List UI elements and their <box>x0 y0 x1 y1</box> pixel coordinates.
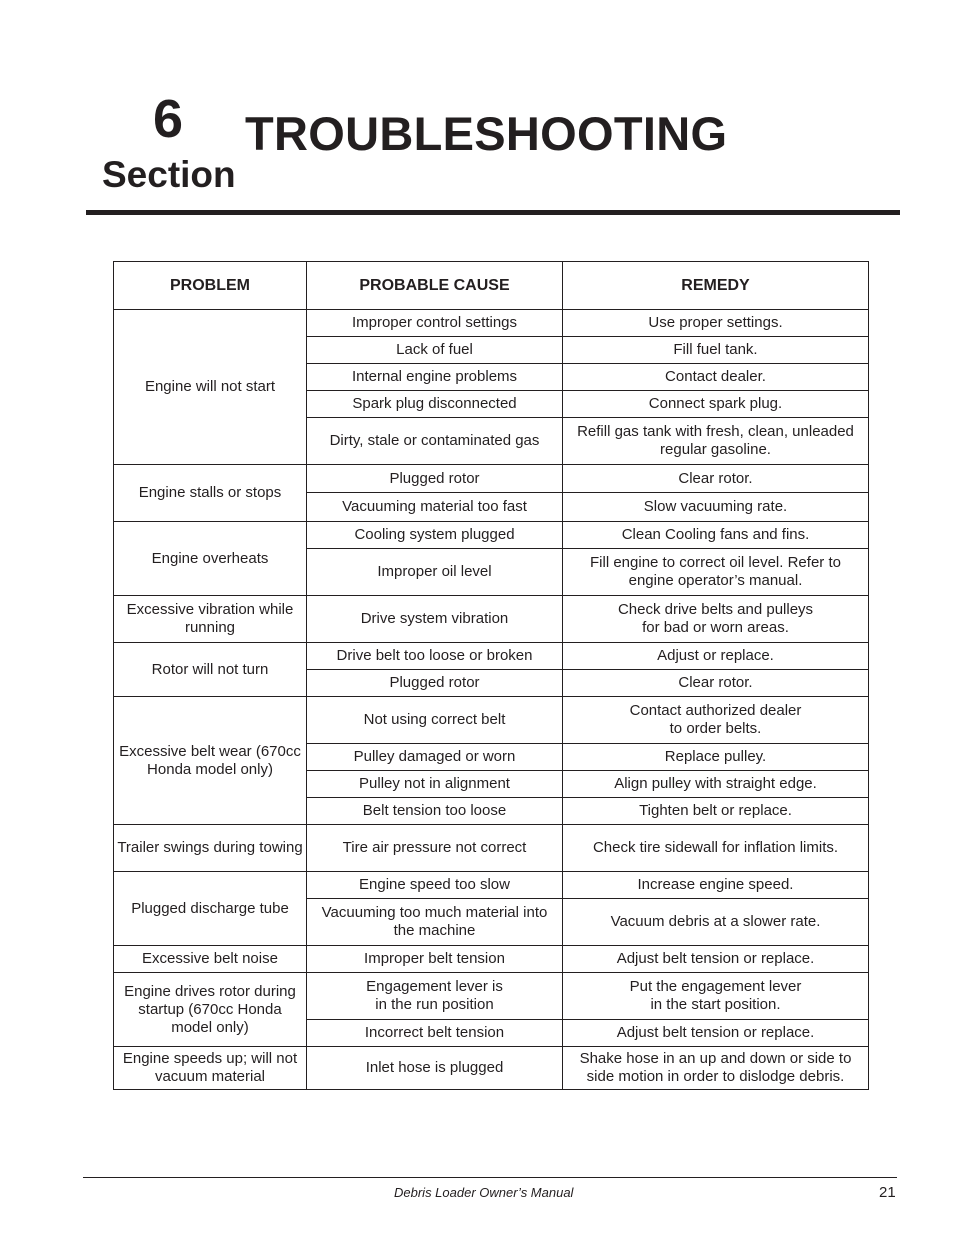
remedy-cell: Check tire sidewall for inflation limits. <box>563 825 869 872</box>
cause-cell: Not using correct belt <box>307 697 563 744</box>
remedy-cell: Check drive belts and pulleys for bad or worn areas. <box>563 596 869 643</box>
remedy-cell: Adjust belt tension or replace. <box>563 946 869 973</box>
remedy-cell: Vacuum debris at a slower rate. <box>563 899 869 946</box>
remedy-cell: Put the engagement lever in the start position. <box>563 973 869 1020</box>
table-row <box>114 825 869 872</box>
cause-cell: Vacuuming material too fast <box>307 493 563 522</box>
remedy-cell: Tighten belt or replace. <box>563 798 869 825</box>
header-problem: PROBLEM <box>114 262 307 310</box>
problem-cell: Plugged discharge tube <box>114 872 307 946</box>
remedy-cell: Connect spark plug. <box>563 391 869 418</box>
remedy-cell: Clean Cooling fans and fins. <box>563 522 869 549</box>
problem-cell: Excessive belt noise <box>114 946 307 973</box>
cause-cell: Pulley not in alignment <box>307 771 563 798</box>
table-row <box>114 872 869 899</box>
cause-cell: Engine speed too slow <box>307 872 563 899</box>
cause-cell: Lack of fuel <box>307 337 563 364</box>
cause-cell: Improper control settings <box>307 310 563 337</box>
table-header-row <box>114 262 869 310</box>
problem-cell: Rotor will not turn <box>114 643 307 697</box>
section-number: 6 <box>153 89 184 149</box>
remedy-cell: Adjust or replace. <box>563 643 869 670</box>
remedy-cell: Replace pulley. <box>563 744 869 771</box>
cause-cell: Drive belt too loose or broken <box>307 643 563 670</box>
cause-cell: Internal engine problems <box>307 364 563 391</box>
table-row <box>114 310 869 337</box>
remedy-cell: Shake hose in an up and down or side to side motion in order to dislodge debris. <box>563 1047 869 1090</box>
remedy-cell: Refill gas tank with fresh, clean, unleaded regular gasoline. <box>563 418 869 465</box>
table-row <box>114 522 869 549</box>
cause-cell: Cooling system plugged <box>307 522 563 549</box>
table-row <box>114 946 869 973</box>
header-probable-cause: PROBABLE CAUSE <box>307 262 563 310</box>
cause-cell: Improper belt tension <box>307 946 563 973</box>
remedy-cell: Clear rotor. <box>563 670 869 697</box>
cause-cell: Tire air pressure not correct <box>307 825 563 872</box>
cause-cell: Pulley damaged or worn <box>307 744 563 771</box>
remedy-cell: Align pulley with straight edge. <box>563 771 869 798</box>
remedy-cell: Clear rotor. <box>563 465 869 493</box>
footer-manual-title: Debris Loader Owner’s Manual <box>394 1185 574 1200</box>
remedy-cell: Adjust belt tension or replace. <box>563 1020 869 1047</box>
table-body <box>114 310 869 1090</box>
remedy-cell: Slow vacuuming rate. <box>563 493 869 522</box>
cause-cell: Vacuuming too much material into the machine <box>307 899 563 946</box>
problem-cell: Engine drives rotor during startup (670cc Honda model only) <box>114 973 307 1047</box>
cause-cell: Engagement lever is in the run position <box>307 973 563 1020</box>
remedy-cell: Fill engine to correct oil level. Refer to engine operator’s manual. <box>563 549 869 596</box>
cause-cell: Dirty, stale or contaminated gas <box>307 418 563 465</box>
problem-cell: Engine will not start <box>114 310 307 465</box>
remedy-cell: Increase engine speed. <box>563 872 869 899</box>
cause-cell: Incorrect belt tension <box>307 1020 563 1047</box>
cause-cell: Inlet hose is plugged <box>307 1047 563 1090</box>
page-title: TROUBLESHOOTING <box>245 107 728 160</box>
table-row <box>114 465 869 493</box>
troubleshooting-table <box>113 261 869 1090</box>
table-row <box>114 643 869 670</box>
remedy-cell: Fill fuel tank. <box>563 337 869 364</box>
problem-cell: Engine overheats <box>114 522 307 596</box>
footer-rule <box>83 1177 897 1178</box>
problem-cell: Engine speeds up; will not vacuum material <box>114 1047 307 1090</box>
header-rule <box>86 210 900 215</box>
problem-cell: Excessive vibration while running <box>114 596 307 643</box>
cause-cell: Plugged rotor <box>307 465 563 493</box>
table-row <box>114 1047 869 1090</box>
cause-cell: Belt tension too loose <box>307 798 563 825</box>
remedy-cell: Contact authorized dealer to order belts. <box>563 697 869 744</box>
problem-cell: Engine stalls or stops <box>114 465 307 522</box>
header-remedy: REMEDY <box>563 262 869 310</box>
remedy-cell: Contact dealer. <box>563 364 869 391</box>
table-row <box>114 596 869 643</box>
cause-cell: Spark plug disconnected <box>307 391 563 418</box>
problem-cell: Trailer swings during towing <box>114 825 307 872</box>
table-row <box>114 973 869 1020</box>
cause-cell: Improper oil level <box>307 549 563 596</box>
section-label: Section <box>102 154 236 195</box>
table-row <box>114 697 869 744</box>
cause-cell: Drive system vibration <box>307 596 563 643</box>
cause-cell: Plugged rotor <box>307 670 563 697</box>
problem-cell: Excessive belt wear (670cc Honda model only) <box>114 697 307 825</box>
page-number: 21 <box>879 1184 896 1201</box>
remedy-cell: Use proper settings. <box>563 310 869 337</box>
